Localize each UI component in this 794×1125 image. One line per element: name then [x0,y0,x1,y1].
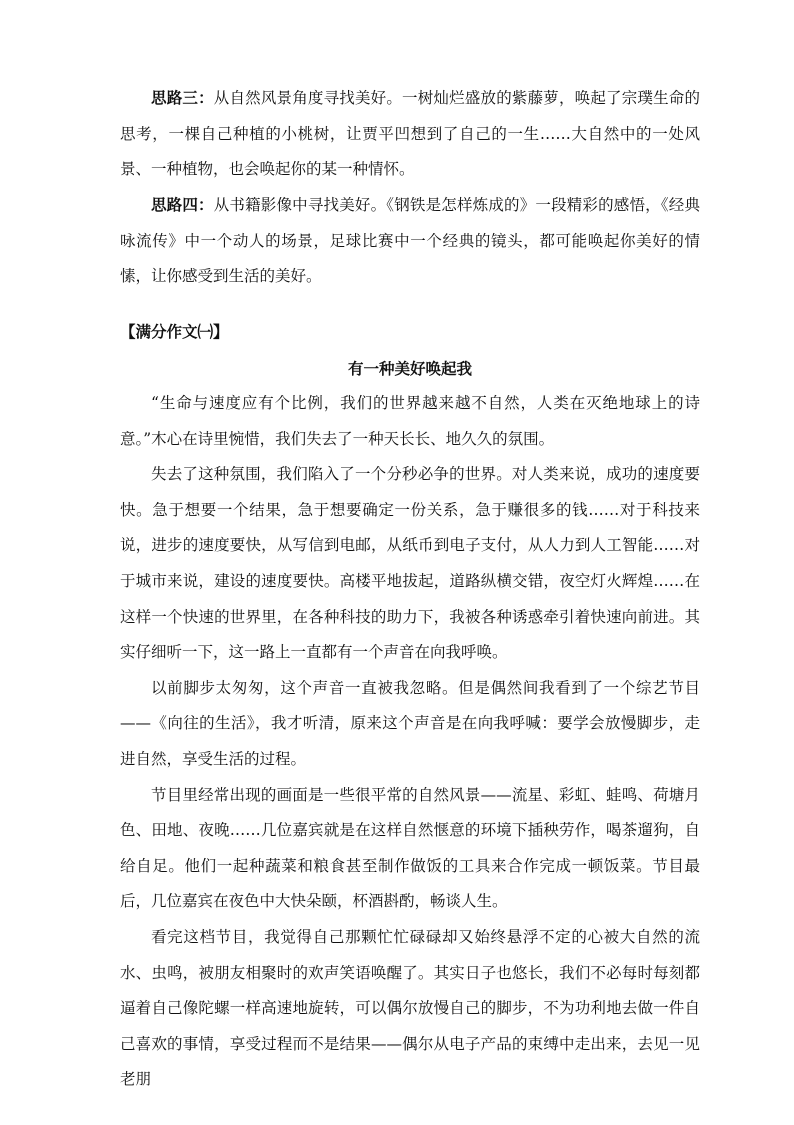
idea-four-section [120,187,700,295]
essay-paragraph: 以前脚步太匆匆，这个声音一直被我忽略。但是偶然间我看到了一个综艺节目——《向往的生活》，我才听清，原来这个声音是在向我呼喊：要学会放慢脚步，走进自然，享受生活的过程。 [120,678,700,768]
idea-four-paragraph [120,187,700,295]
idea-three-section [120,80,700,188]
essay-paragraph: 节目里经常出现的画面是一些很平常的自然风景——流星、彩虹、蛙鸣、荷塘月色、田地、夜晚……几位嘉宾就是在这样自然惬意的环境下插秧劳作，喝茶遛狗，自给自足。他们一起种蔬菜和粮食甚至制作做饭的工具来合作完成一顿饭菜。节目最后，几位嘉宾在夜色中大快朵颐，杯酒斟酌，畅谈人生。 [120,785,700,911]
idea-three-paragraph [120,80,700,188]
idea-four-text: 从书籍影像中寻找美好。《钢铁是怎样炼成的》一段精彩的感悟，《经典咏流传》中一个动人的场景，足球比赛中一个经典的镜头，都可能唤起你美好的情愫，让你感受到生活的美好。 [120,196,700,285]
idea-four-label: 思路四： [151,195,214,214]
essay-paragraph: 看完这档节目，我觉得自己那颗忙忙碌碌却又始终悬浮不定的心被大自然的流水、虫鸣，被朋友相聚时的欢声笑语唤醒了。其实日子也悠长，我们不必每时每刻都逼着自己像陀螺一样高速地旋转，可以偶尔放慢自己的脚步，不为功利地去做一件自己喜欢的事情，享受过程而不是结果——偶尔从电子产品的束缚中走出来，去见一见老朋 [120,927,700,1089]
section-heading: 【满分作文㈠】 [120,322,229,341]
idea-three-text: 从自然风景角度寻找美好。一树灿烂盛放的紫藤萝，唤起了宗璞生命的思考，一棵自己种植的小桃树，让贾平凹想到了自己的一生……大自然中的一处风景、一种植物，也会唤起你的某一种情怀。 [120,89,700,178]
essay-body [120,386,700,1098]
idea-three-label: 思路三： [151,88,214,107]
essay-paragraph: 失去了这种氛围，我们陷入了一个分秒必争的世界。对人类来说，成功的速度要快。急于想要一个结果，急于想要确定一份关系，急于赚很多的钱……对于科技来说，进步的速度要快，从写信到电邮，从纸币到电子支付，从人力到人工智能……对于城市来说，建设的速度要快。高楼平地拔起，道路纵横交错，夜空灯火辉煌……在这样一个快速的世界里，在各种科技的助力下，我被各种诱惑牵引着快速向前进。其实仔细听一下，这一路上一直都有一个声音在向我呼唤。 [120,465,700,662]
essay-title: 有一种美好唤起我 [347,359,472,378]
essay-paragraph: “生命与速度应有个比例，我们的世界越来越不自然，人类在灭绝地球上的诗意。”木心在诗里惋惜，我们失去了一种天长长、地久久的氛围。 [120,394,700,448]
